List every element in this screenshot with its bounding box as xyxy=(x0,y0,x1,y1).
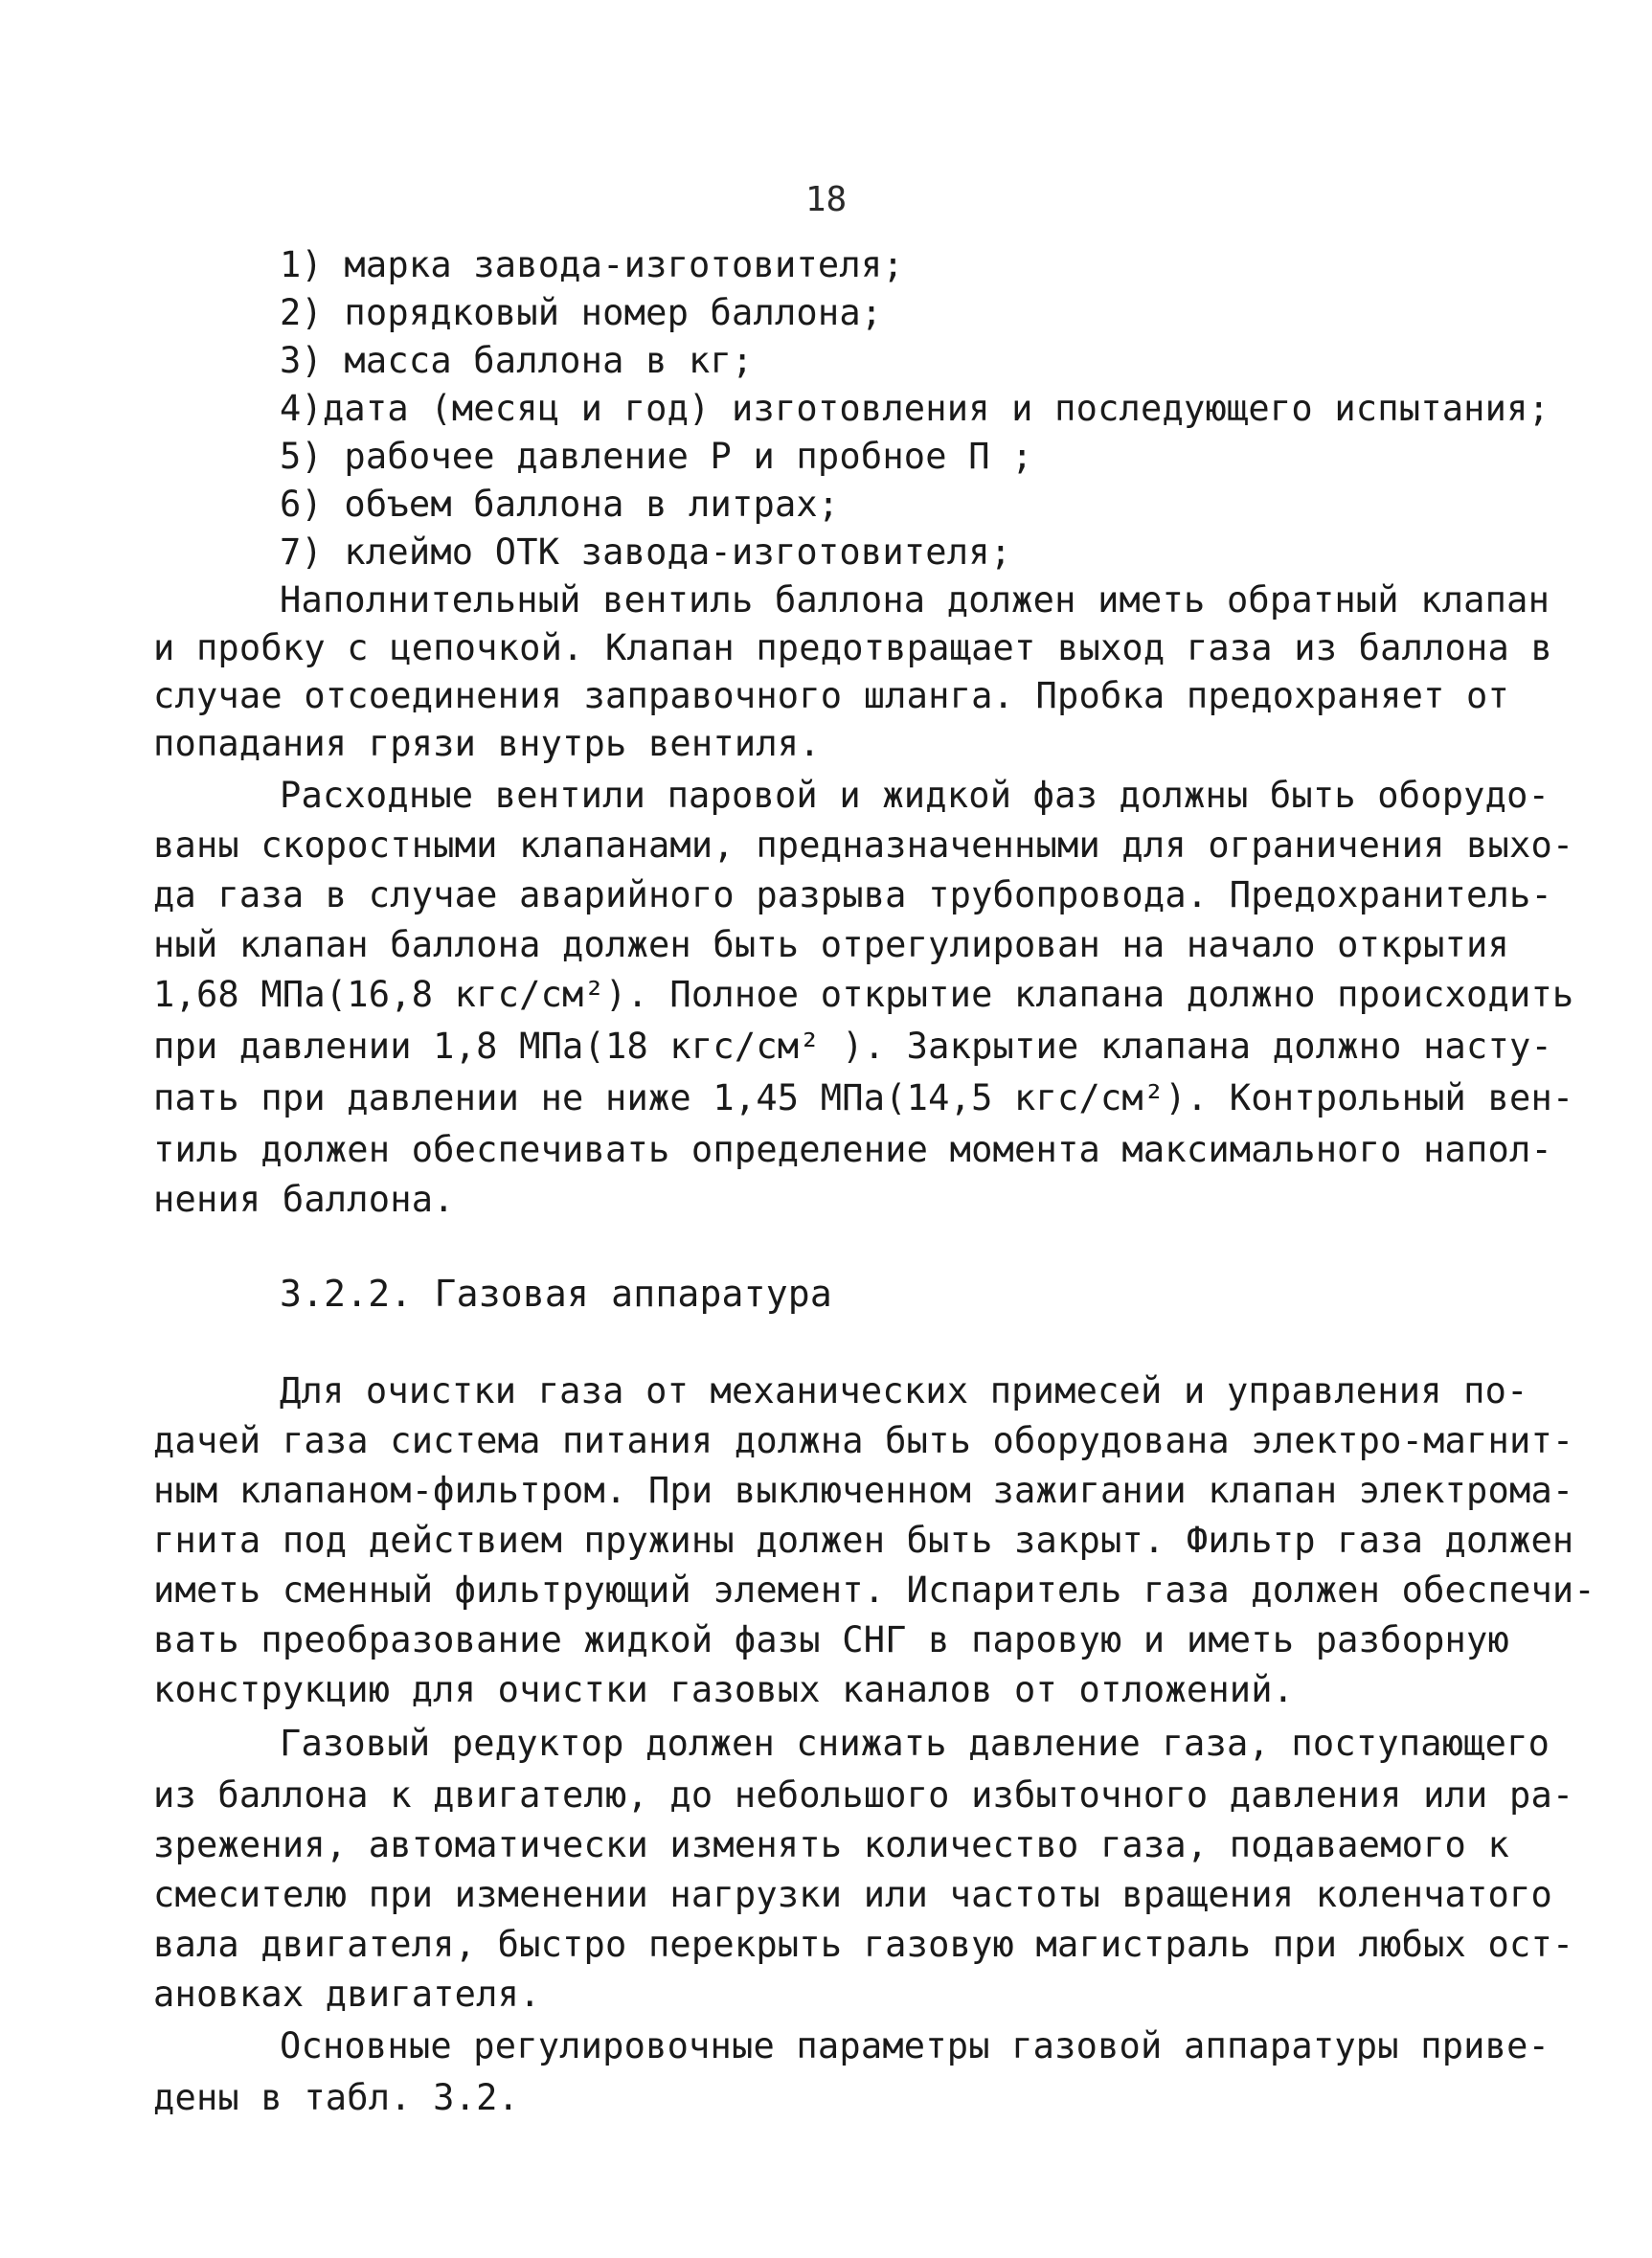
list-item: 7) клеймо ОТК завода-изготовителя; xyxy=(280,531,1012,573)
paragraph-line: конструкцию для очистки газовых каналов от отложений. xyxy=(153,1669,1295,1710)
paragraph-line: Основные регулировочные параметры газовой аппаратуры приве- xyxy=(280,2025,1550,2066)
paragraph-line: гнита под действием пружины должен быть закрыт. Фильтр газа должен xyxy=(153,1520,1574,1561)
paragraph-line: иметь сменный фильтрующий элемент. Испаритель газа должен обеспечи- xyxy=(153,1569,1595,1611)
paragraph-line: ваны скоростными клапанами, предназначенными для ограничения выхо- xyxy=(153,824,1574,866)
paragraph-line: Наполнительный вентиль баллона должен иметь обратный клапан xyxy=(280,579,1550,621)
paragraph-line: Для очистки газа от механических примесей и управления по- xyxy=(280,1370,1528,1411)
paragraph-line: пать при давлении не ниже 1,45 МПа(14,5 кгс/см²). Контрольный вен- xyxy=(153,1077,1574,1118)
paragraph-line: случае отсоединения заправочного шланга. Пробка предохраняет от xyxy=(153,675,1509,716)
paragraph-line: Газовый редуктор должен снижать давление газа, поступающего xyxy=(280,1723,1550,1764)
paragraph-line: из баллона к двигателю, до небольшого избыточного давления или ра- xyxy=(153,1774,1574,1816)
paragraph-line: 1,68 МПа(16,8 кгс/см²). Полное открытие клапана должно происходить xyxy=(153,974,1574,1015)
paragraph-line: ным клапаном-фильтром. При выключенном зажигании клапан электрома- xyxy=(153,1470,1574,1511)
paragraph-line: ный клапан баллона должен быть отрегулирован на начало открытия xyxy=(153,924,1509,965)
paragraph-line: и пробку с цепочкой. Клапан предотвращает выход газа из баллона в xyxy=(153,627,1552,668)
paragraph-line: дачей газа система питания должна быть оборудована электро-магнит- xyxy=(153,1420,1574,1461)
list-item: 4)дата (месяц и год) изготовления и последующего испытания; xyxy=(280,388,1550,429)
paragraph-line: вала двигателя, быстро перекрыть газовую магистраль при любых ост- xyxy=(153,1924,1574,1965)
paragraph-line: при давлении 1,8 МПа(18 кгс/см² ). Закрытие клапана должно насту- xyxy=(153,1026,1552,1067)
list-item: 5) рабочее давление Р и пробное П ; xyxy=(280,436,1033,477)
paragraph-line: ановках двигателя. xyxy=(153,1974,541,2015)
paragraph-line: вать преобразование жидкой фазы СНГ в паровую и иметь разборную xyxy=(153,1619,1509,1660)
section-heading: 3.2.2. Газовая аппаратура xyxy=(280,1273,832,1315)
page-number: 18 xyxy=(804,180,848,219)
list-item: 1) марка завода-изготовителя; xyxy=(280,244,904,285)
paragraph-line: дены в табл. 3.2. xyxy=(153,2077,520,2118)
paragraph-line: да газа в случае аварийного разрыва трубопровода. Предохранитель- xyxy=(153,874,1552,915)
list-item: 3) масса баллона в кг; xyxy=(280,340,754,381)
paragraph-line: попадания грязи внутрь вентиля. xyxy=(153,723,821,764)
paragraph-line: Расходные вентили паровой и жидкой фаз должны быть оборудо- xyxy=(280,775,1550,816)
paragraph-line: смесителю при изменении нагрузки или частоты вращения коленчатого xyxy=(153,1874,1552,1915)
paragraph-line: тиль должен обеспечивать определение момента максимального напол- xyxy=(153,1129,1552,1170)
paragraph-line: нения баллона. xyxy=(153,1179,455,1220)
paragraph-line: зрежения, автоматически изменять количество газа, подаваемого к xyxy=(153,1824,1509,1865)
list-item: 6) объем баллона в литрах; xyxy=(280,484,840,525)
list-item: 2) порядковый номер баллона; xyxy=(280,292,883,333)
